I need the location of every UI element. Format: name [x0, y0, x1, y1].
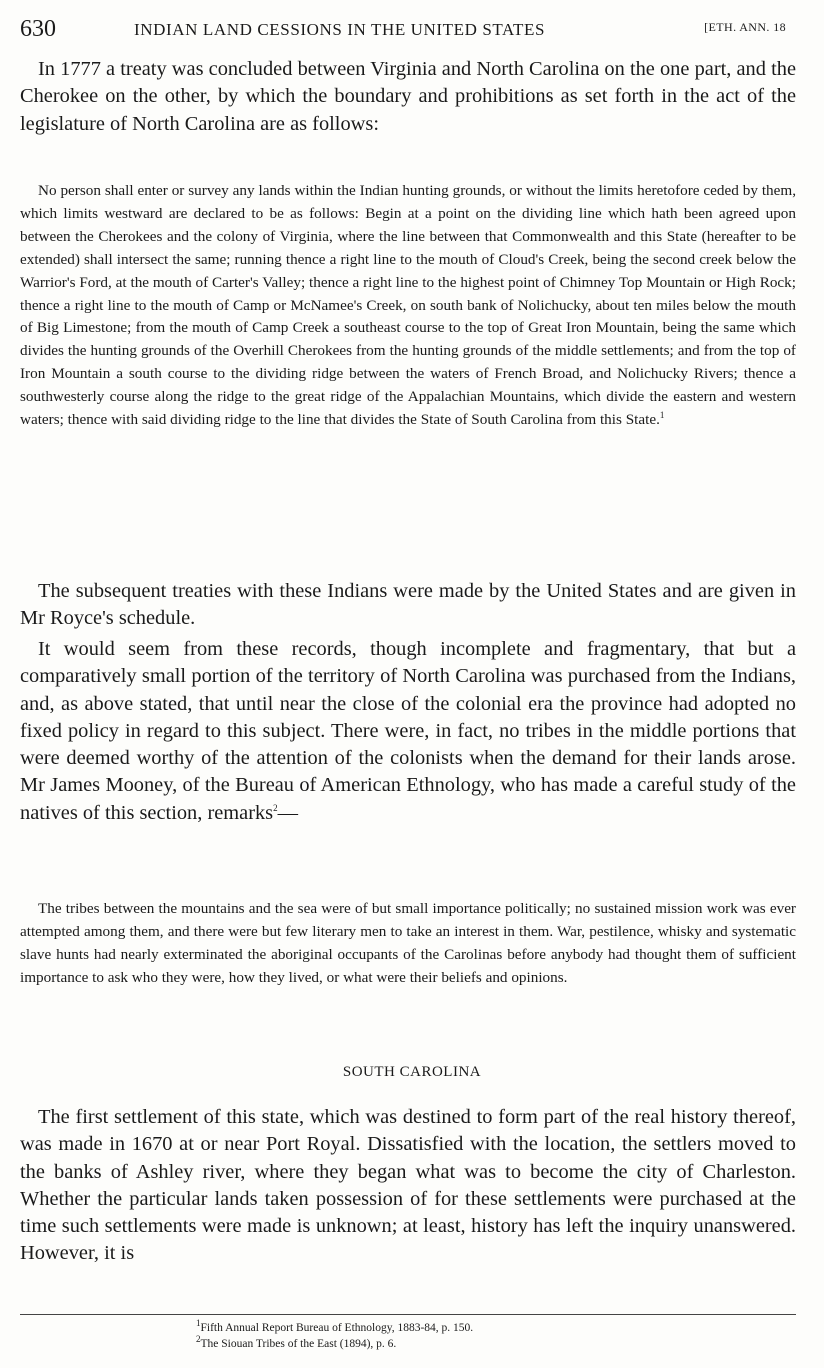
paragraph-3 [20, 636, 796, 827]
footnote-1 [196, 1320, 473, 1336]
running-title: INDIAN LAND CESSIONS IN THE UNITED STATES [134, 20, 546, 39]
footnote-2-mark: 2 [196, 1334, 201, 1345]
quote-1-text: No person shall enter or survey any lands within the Indian hunting grounds, or without the limits heretofore ceded by them, which limits westward are declared to be as follows: Begin at a point on the dividing line which hath been agreed upon between the Cherokees and the colony of Virginia, where the line between that Commonwealth and this State (hereafter to be extended) shall intersect the same; running thence a right line to the mouth of Cloud's Creek, being the second creek below the Warrior's Ford, at the mouth of Carter's Valley; thence a right line to the highest point of Chimney Top Mountain or High Rock; thence a right line to the mouth of Camp or McNamee's Creek, on south bank of Nolichucky, about ten miles below the mouth of Big Limestone; from the mouth of Camp Creek a southeast course to the top of Great Iron Mountain, being the same which divides the hunting grounds of the Overhill Cherokees from the hunting grounds of the middle settlements; and from the top of Iron Mountain a south course to the dividing ridge between the waters of French Broad, and Nolichucky Rivers; thence a southwesterly course along the ridge to the great ridge of the Appalachian Mountains, which divide the eastern and western waters; thence with said dividing ridge to the line that divides the State of South Carolina from this State. [20, 182, 796, 429]
section-heading: SOUTH CAROLINA [342, 1064, 482, 1080]
footnote-2 [196, 1336, 473, 1352]
paragraph-3-text: It would seem from these records, though incomplete and fragmentary, that but a comparatively small portion of the territory of North Carolina was purchased from the Indians, and, as above stated, that until near the close of the colonial era the province had adopted no fixed policy in regard to this subject. There were, in fact, no tribes in the middle portions that were deemed worthy of the attention of the colonists when the demand for their lands arose. Mr James Mooney, of the Bureau of American Ethnology, who has made a careful study of the natives of this section, remarks [20, 638, 796, 824]
page-header [20, 10, 796, 44]
footnote-divider [20, 1314, 796, 1315]
quote-act-of-legislature [20, 180, 796, 432]
quote-mooney: The tribes between the mountains and the sea were of but small importance politically; no sustained mission work was ever attempted among them, and there were but few literary men to take an interest in them. War, pestilence, whisky and systematic slave hunts had nearly exterminated the aboriginal occupants of the Carolinas before anybody had thought them of sufficient importance to ask who they were, how they lived, or what were their beliefs and opinions. [20, 900, 796, 986]
paragraph-1: In 1777 a treaty was concluded between Virginia and North Carolina on the one part, and the Cherokee on the other, by which the boundary and prohibitions as set forth in the act of the legislature of North Carolina are as follows: [20, 58, 796, 135]
paragraph-2: The subsequent treaties with these Indians were made by the United States and are given in Mr Royce's schedule. [20, 580, 796, 630]
paragraph-3-dash: — [277, 801, 299, 824]
footnote-1-text: Fifth Annual Report Bureau of Ethnology, 1883-84, p. 150. [200, 1322, 474, 1334]
page-number: 630 [20, 16, 56, 42]
annual-report-ref: [ETH. ANN. 18 [704, 20, 786, 34]
footnote-2-text: The Siouan Tribes of the East (1894), p. 6. [200, 1338, 397, 1350]
footnote-ref-1: 1 [659, 410, 665, 420]
footnotes [196, 1320, 473, 1352]
footnote-1-mark: 1 [196, 1318, 201, 1329]
paragraph-4: The first settlement of this state, which was destined to form part of the real history thereof, was made in 1670 at or near Port Royal. Dissatisfied with the location, the settlers moved to the banks of Ashley river, where they began what was to become the city of Charleston. Whether the particular lands taken possession of for these settlements were purchased at the time such settlements were made is unknown; at least, history has left the inquiry unanswered. However, it is [20, 1106, 796, 1265]
footnote-ref-2: 2 [273, 802, 278, 813]
